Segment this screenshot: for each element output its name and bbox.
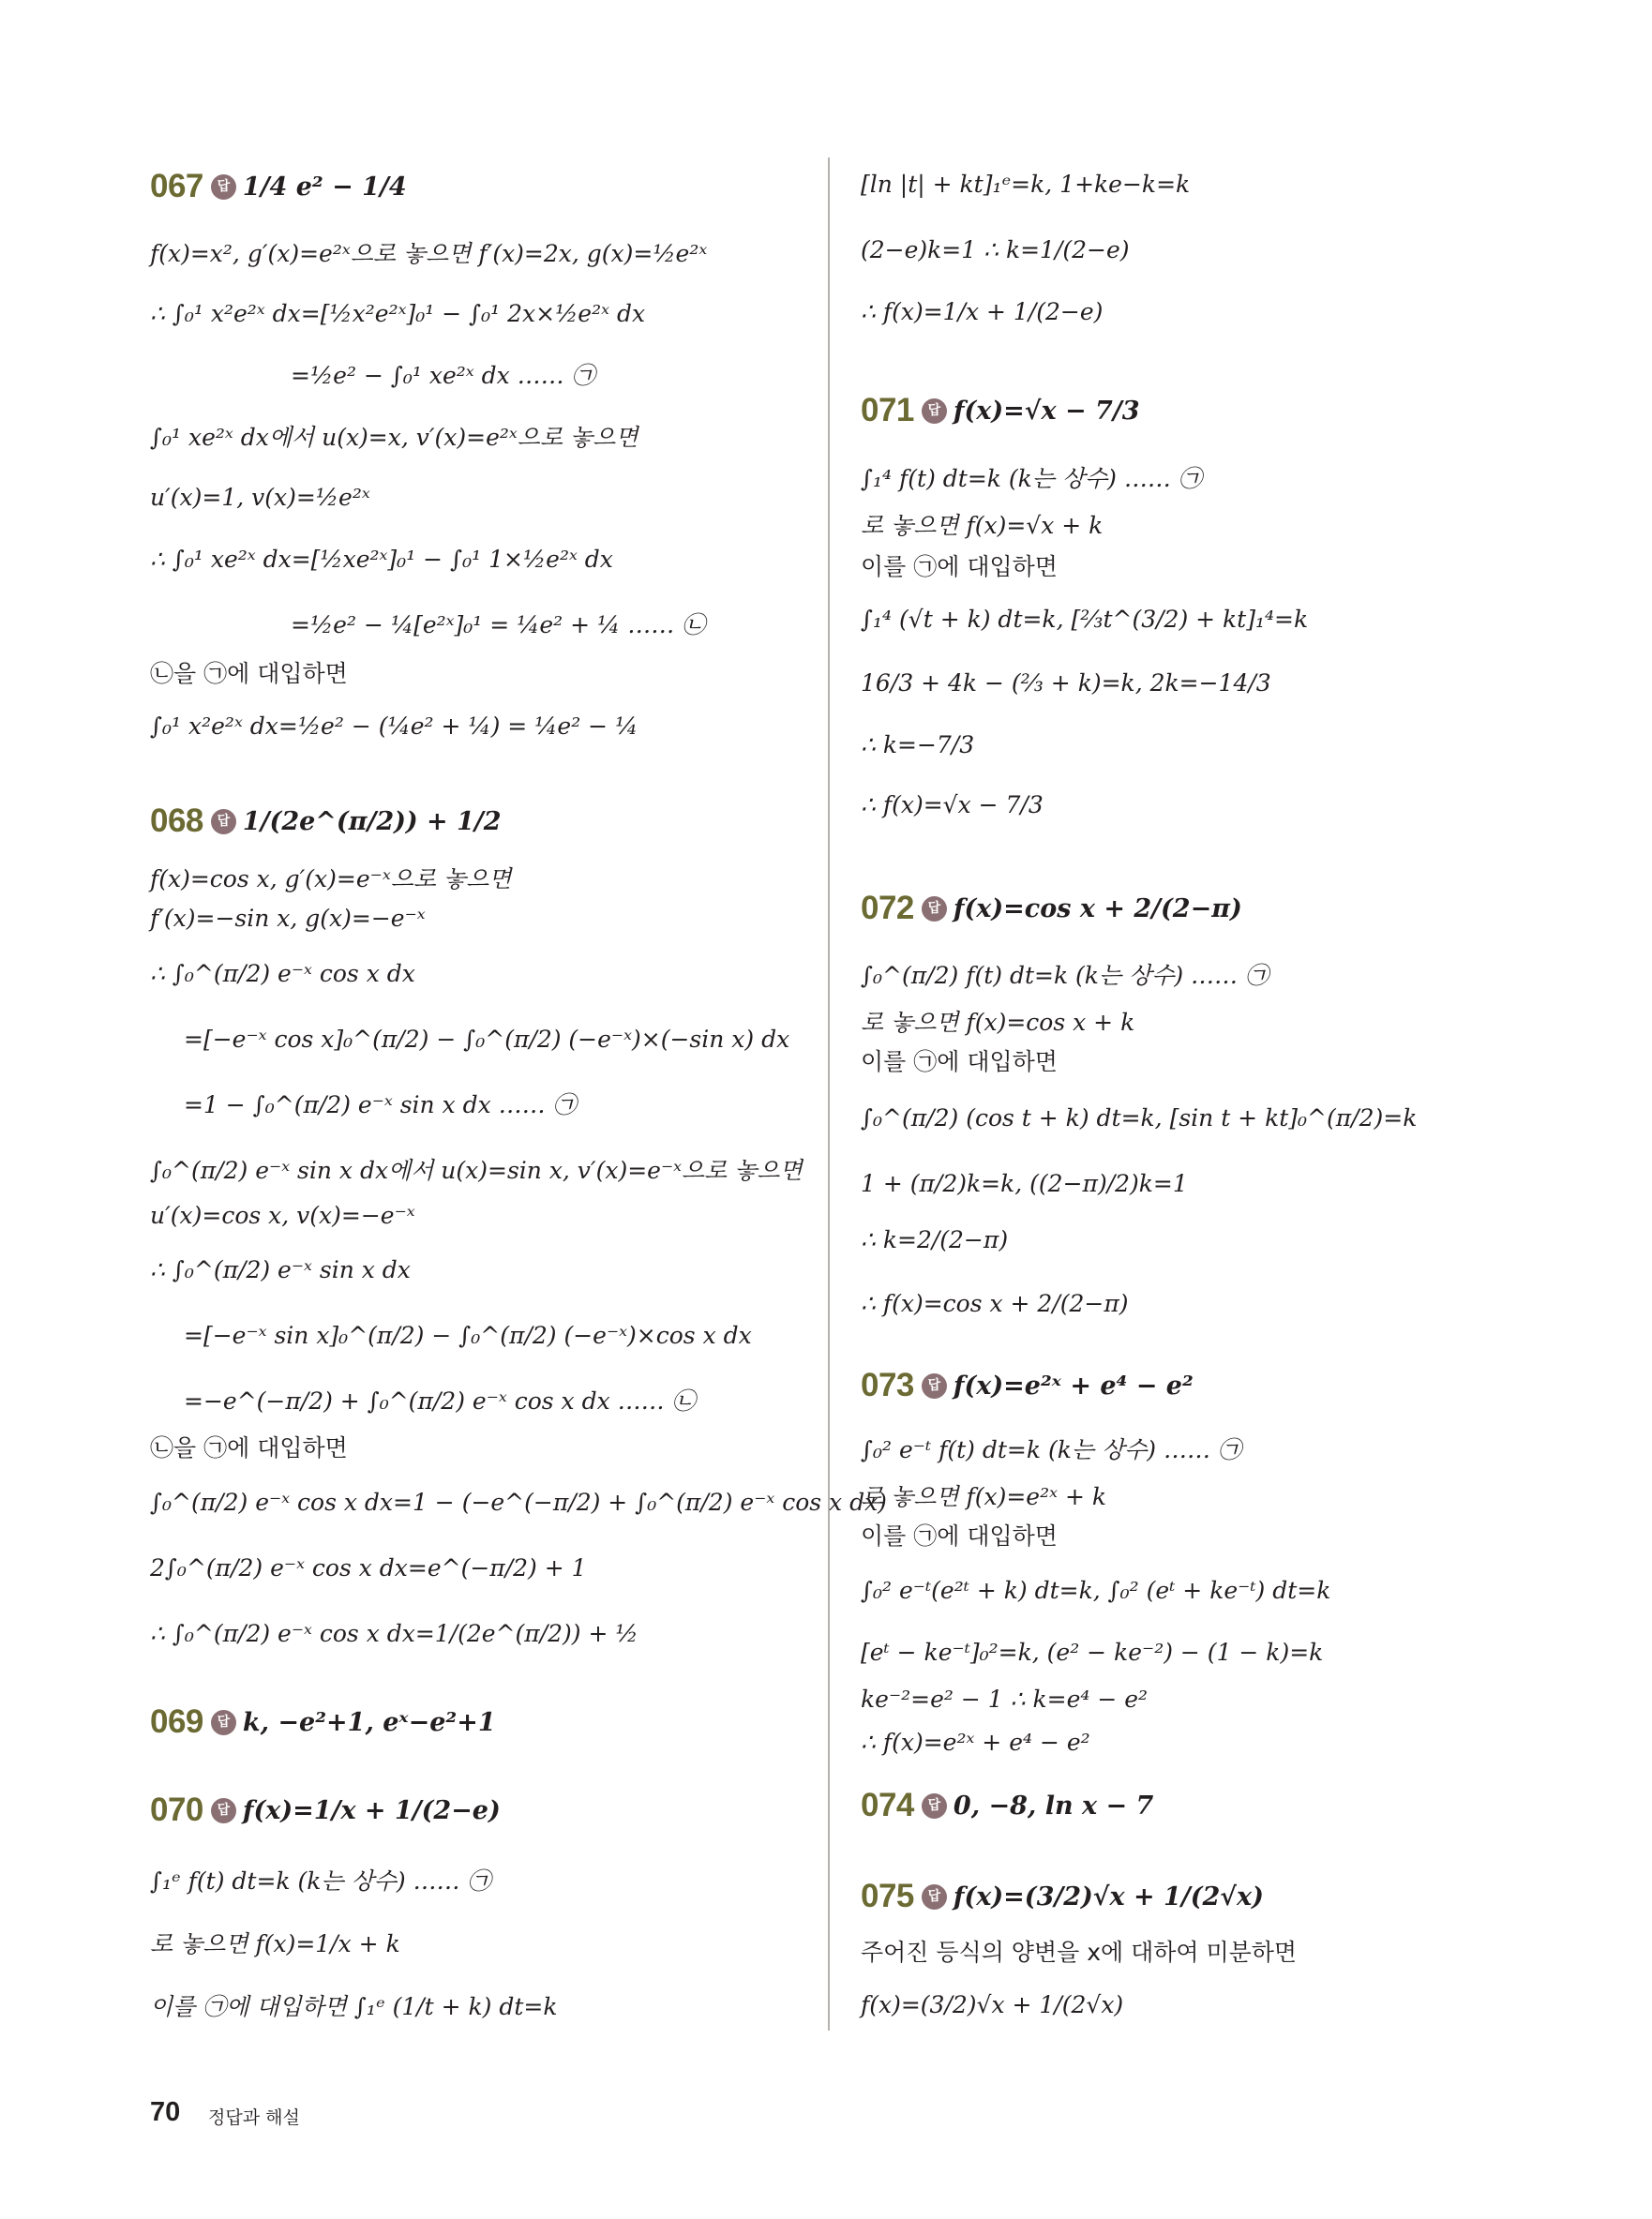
solution-line: ∫₀^(π/2) e⁻ˣ cos x dx=1 − (−e^(−π/2) + ∫₀^(π/2) e⁻ˣ cos x dx) — [150, 1489, 887, 1516]
problem-number: 071 — [861, 392, 914, 428]
problem-071-header — [861, 386, 1140, 435]
solution-line: ∫₀^(π/2) e⁻ˣ sin x dx에서 u(x)=sin x, v′(x)=e⁻ˣ으로 놓으면 — [150, 1157, 803, 1184]
problem-068-header — [150, 797, 502, 846]
solution-line: ∫₀² e⁻ᵗ(e²ᵗ + k) dt=k, ∫₀² (eᵗ + ke⁻ᵗ) dt=k — [861, 1577, 1331, 1604]
solution-line: ∴ k=−7/3 — [861, 731, 975, 758]
answer-text: 1/(2e^(π/2)) + 1/2 — [242, 806, 502, 836]
answer-badge: 답 — [211, 174, 236, 200]
solution-line: 16/3 + 4k − (⅔ + k)=k, 2k=−14/3 — [861, 669, 1271, 697]
answer-badge: 답 — [922, 1793, 947, 1819]
answer-text: f(x)=1/x + 1/(2−e) — [242, 1795, 501, 1825]
solution-line: ∴ f(x)=e²ˣ + e⁴ − e² — [861, 1729, 1090, 1756]
solution-line: ∫₁⁴ (√t + k) dt=k, [⅔t^(3/2) + kt]₁⁴=k — [861, 606, 1309, 633]
solution-line: ∴ f(x)=1/x + 1/(2−e) — [861, 298, 1104, 325]
solution-line: ∫₀² e⁻ᵗ f(t) dt=k (k는 상수) …… ㉠ — [861, 1436, 1241, 1463]
solution-line: ∴ ∫₀¹ xe²ˣ dx=[½xe²ˣ]₀¹ − ∫₀¹ 1×½e²ˣ dx — [150, 546, 613, 573]
solution-line: u′(x)=1, v(x)=½e²ˣ — [150, 484, 370, 511]
solution-line: =[−e⁻ˣ sin x]₀^(π/2) − ∫₀^(π/2) (−e⁻ˣ)×cos x dx — [184, 1322, 752, 1349]
solution-line: ∴ ∫₀^(π/2) e⁻ˣ cos x dx=1/(2e^(π/2)) + ½ — [150, 1620, 638, 1647]
problem-number: 068 — [150, 802, 203, 839]
answer-text: f(x)=(3/2)√x + 1/(2√x) — [953, 1882, 1264, 1912]
problem-075-header — [861, 1872, 1264, 1921]
solution-line: f′(x)=−sin x, g(x)=−e⁻ˣ — [150, 905, 426, 932]
solution-line: =[−e⁻ˣ cos x]₀^(π/2) − ∫₀^(π/2) (−e⁻ˣ)×(−sin x) dx — [184, 1026, 790, 1053]
answer-badge: 답 — [922, 1373, 947, 1399]
solution-line: 로 놓으면 f(x)=cos x + k — [861, 1009, 1135, 1036]
problem-067-header — [150, 162, 407, 211]
page-number: 70 — [150, 2097, 181, 2127]
solution-line: 2∫₀^(π/2) e⁻ˣ cos x dx=e^(−π/2) + 1 — [150, 1554, 587, 1582]
solution-line: 로 놓으면 f(x)=e²ˣ + k — [861, 1483, 1106, 1510]
solution-line: ∴ ∫₀^(π/2) e⁻ˣ cos x dx — [150, 960, 415, 987]
problem-number: 070 — [150, 1792, 203, 1828]
solution-line: 이를 ㉠에 대입하면 — [861, 1048, 1058, 1075]
solution-line: ∴ f(x)=√x − 7/3 — [861, 791, 1044, 818]
solution-line: f(x)=x², g′(x)=e²ˣ으로 놓으면 f′(x)=2x, g(x)=½e²ˣ — [150, 240, 708, 267]
answer-badge: 답 — [922, 398, 947, 424]
solution-line: ∫₀¹ xe²ˣ dx에서 u(x)=x, v′(x)=e²ˣ으로 놓으면 — [150, 424, 638, 451]
solution-line: 주어진 등식의 양변을 x에 대하여 미분하면 — [861, 1939, 1298, 1966]
solution-line: ∫₀^(π/2) f(t) dt=k (k는 상수) …… ㉠ — [861, 962, 1269, 989]
problem-number: 074 — [861, 1787, 914, 1823]
solution-line: =½e² − ¼[e²ˣ]₀¹ = ¼e² + ¼ …… ㉡ — [291, 611, 706, 638]
problem-069-header — [150, 1698, 496, 1747]
solution-line: ∫₁ᵉ f(t) dt=k (k는 상수) …… ㉠ — [150, 1867, 491, 1895]
solution-line: 로 놓으면 f(x)=1/x + k — [150, 1930, 400, 1957]
solution-line: ∫₀¹ x²e²ˣ dx=½e² − (¼e² + ¼) = ¼e² − ¼ — [150, 712, 638, 740]
solution-line: ∴ ∫₀^(π/2) e⁻ˣ sin x dx — [150, 1256, 411, 1283]
footer-section-title: 정답과 해설 — [208, 2107, 300, 2128]
answer-text: k, −e²+1, eˣ−e²+1 — [242, 1707, 496, 1737]
solution-line: (2−e)k=1 ∴ k=1/(2−e) — [861, 236, 1130, 263]
answer-badge: 답 — [922, 896, 947, 922]
answer-badge: 답 — [922, 1884, 947, 1910]
solution-line: u′(x)=cos x, v(x)=−e⁻ˣ — [150, 1202, 415, 1229]
problem-074-header — [861, 1781, 1153, 1830]
answer-text: f(x)=√x − 7/3 — [953, 396, 1140, 426]
solution-line: 로 놓으면 f(x)=√x + k — [861, 512, 1104, 539]
solution-line: =½e² − ∫₀¹ xe²ˣ dx …… ㉠ — [291, 362, 595, 389]
answer-badge: 답 — [211, 809, 236, 834]
problem-072-header — [861, 884, 1242, 933]
problem-073-header — [861, 1361, 1194, 1410]
solution-line: f(x)=cos x, g′(x)=e⁻ˣ으로 놓으면 — [150, 865, 512, 892]
answer-text: f(x)=cos x + 2/(2−π) — [953, 893, 1242, 923]
solution-line: ∫₁⁴ f(t) dt=k (k는 상수) …… ㉠ — [861, 465, 1202, 492]
problem-number: 069 — [150, 1703, 203, 1740]
answer-badge: 답 — [211, 1710, 236, 1735]
solution-line: ∫₀^(π/2) (cos t + k) dt=k, [sin t + kt]₀^(π/2)=k — [861, 1104, 1418, 1132]
column-divider — [828, 157, 830, 2031]
solution-line: 이를 ㉠에 대입하면 ∫₁ᵉ (1/t + k) dt=k — [150, 1993, 558, 2020]
solution-line: f(x)=(3/2)√x + 1/(2√x) — [861, 1991, 1124, 2018]
problem-070-header — [150, 1786, 501, 1835]
problem-number: 067 — [150, 168, 203, 204]
solution-line: [eᵗ − ke⁻ᵗ]₀²=k, (e² − ke⁻²) − (1 − k)=k — [861, 1639, 1324, 1666]
solution-line: ∴ k=2/(2−π) — [861, 1226, 1009, 1253]
answer-text: 1/4 e² − 1/4 — [242, 172, 407, 202]
solution-line: 이를 ㉠에 대입하면 — [861, 553, 1058, 580]
solution-line: ∴ ∫₀¹ x²e²ˣ dx=[½x²e²ˣ]₀¹ − ∫₀¹ 2x×½e²ˣ dx — [150, 300, 646, 327]
answer-badge: 답 — [211, 1798, 236, 1823]
solution-line: 1 + (π/2)k=k, ((2−π)/2)k=1 — [861, 1170, 1188, 1197]
problem-number: 072 — [861, 890, 914, 926]
solution-line: [ln |t| + kt]₁ᵉ=k, 1+ke−k=k — [861, 171, 1191, 198]
problem-number: 073 — [861, 1367, 914, 1403]
solution-line: =1 − ∫₀^(π/2) e⁻ˣ sin x dx …… ㉠ — [184, 1091, 577, 1118]
solution-line: =−e^(−π/2) + ∫₀^(π/2) e⁻ˣ cos x dx …… ㉡ — [184, 1387, 696, 1415]
solution-line: ㉡을 ㉠에 대입하면 — [150, 1434, 348, 1462]
solution-line: ∴ f(x)=cos x + 2/(2−π) — [861, 1290, 1129, 1317]
answer-text: 0, −8, ln x − 7 — [953, 1791, 1154, 1821]
solution-line: 이를 ㉠에 대입하면 — [861, 1522, 1058, 1550]
solution-line: ke⁻²=e² − 1 ∴ k=e⁴ − e² — [861, 1686, 1149, 1713]
problem-number: 075 — [861, 1878, 914, 1914]
answer-text: f(x)=e²ˣ + e⁴ − e² — [953, 1371, 1194, 1401]
solution-line: ㉡을 ㉠에 대입하면 — [150, 660, 348, 687]
